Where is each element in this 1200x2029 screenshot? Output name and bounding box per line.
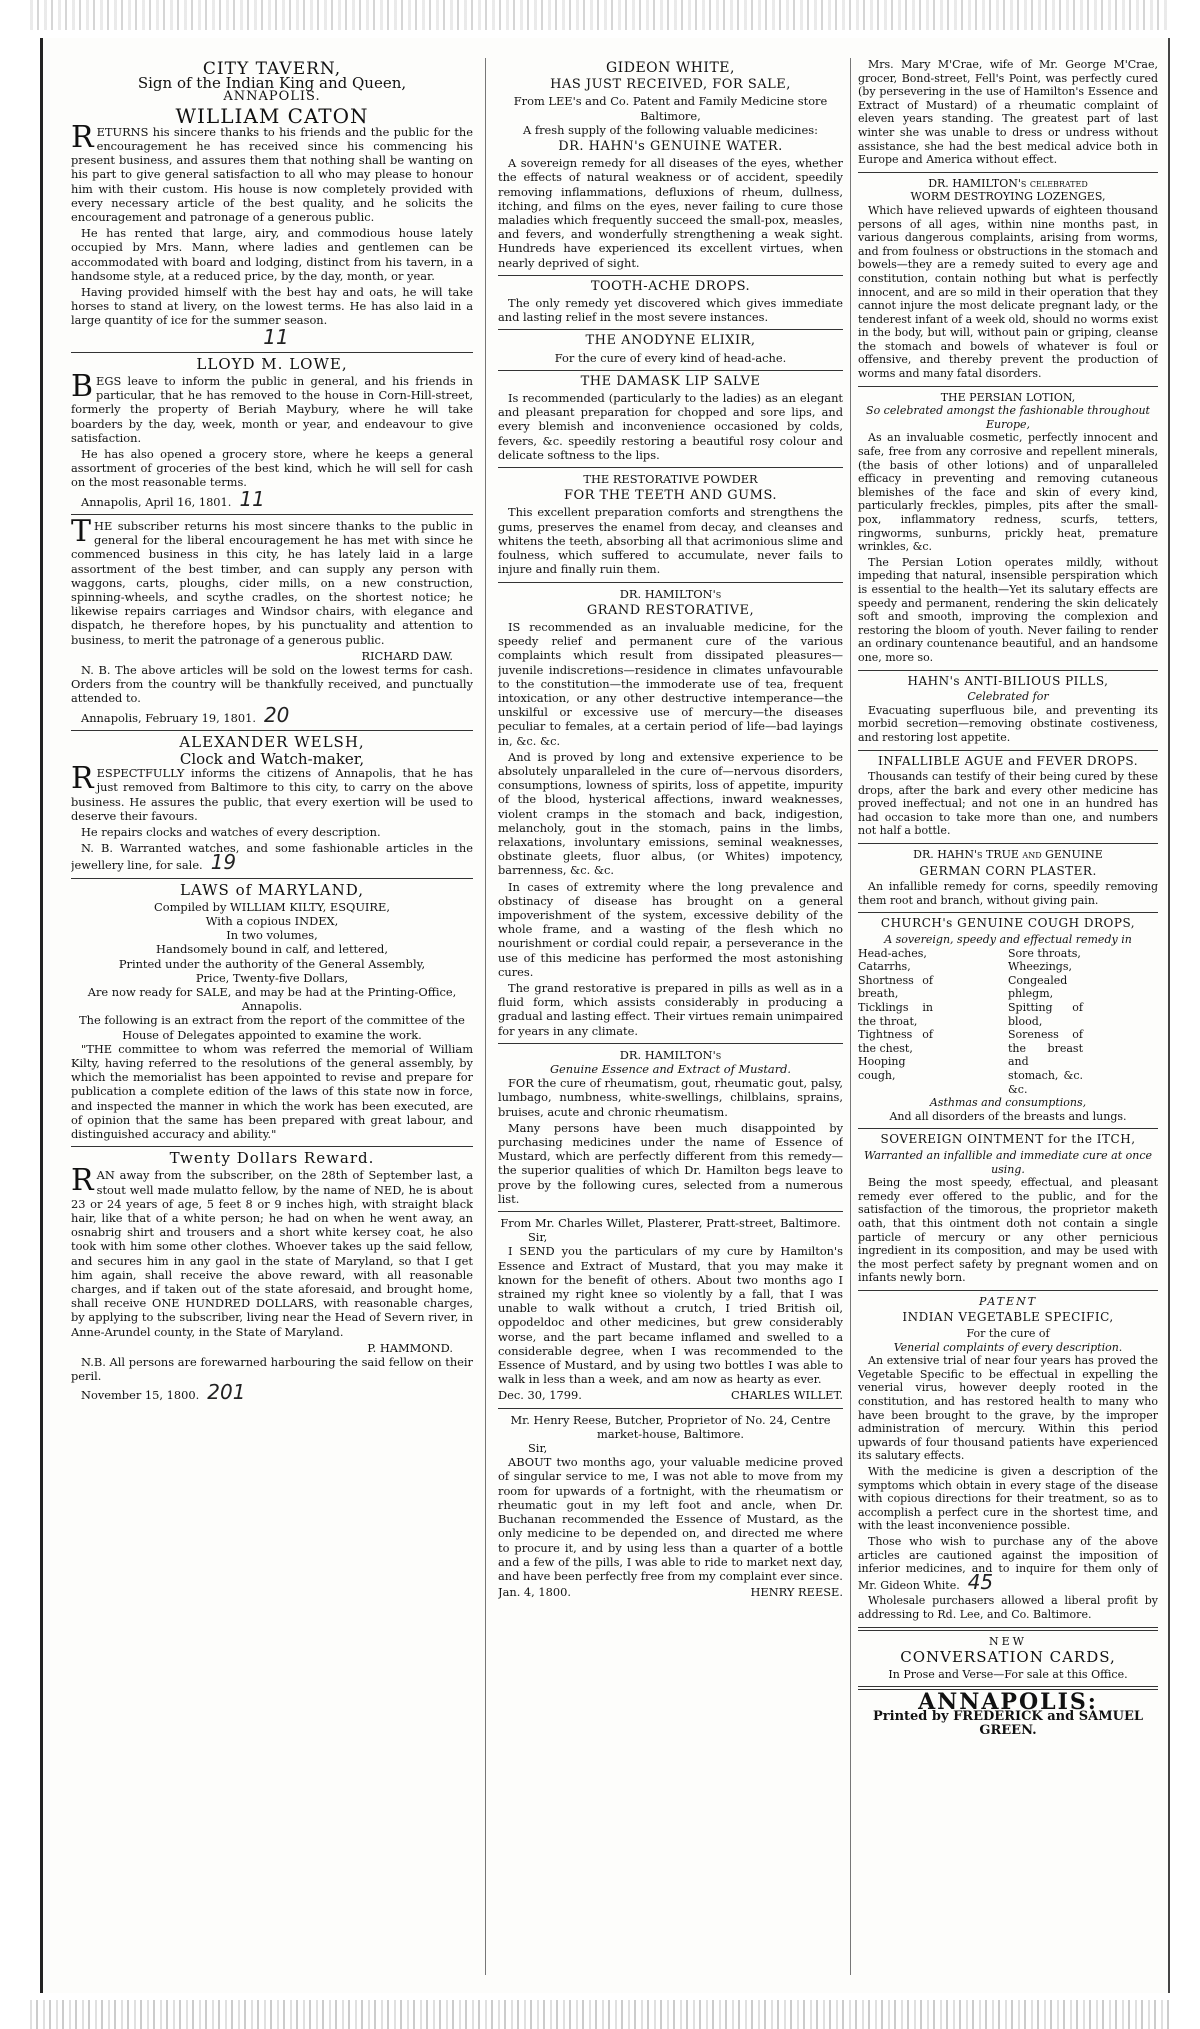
ad-line: Price, Twenty-five Dollars, [195, 970, 349, 985]
list-item: Sore throats, [1008, 946, 1081, 960]
cards-new: NEW [989, 1634, 1027, 1648]
ad-text: N. B. Warranted watches, and some fashionable articles in the jewellery line, for sale. [71, 841, 473, 873]
section-subtitle: Warranted an infallible and immediate cure at once using. [863, 1148, 1152, 1176]
ad-text: The Persian Lotion operates mildly, without impeding that natural, insensible perspiration which is essential to the health—Yet its salutary effects are speedy and permanent, rendering the skin delicately soft and smooth, improving the complexion and restoring the bloom of youth. Never failing to render an ordinary countenance beautiful, and an handsome one, more so. [858, 555, 1158, 664]
ad-line: From LEE's and Co. Patent and Family Medicine store Baltimore, [513, 94, 828, 123]
ad-text: Having provided himself with the best hay and oats, he will take horses to stand at livery, on the lowest terms. He has also laid in a large quantity of ice for the summer season. [71, 285, 473, 328]
ad-title: CITY TAVERN, [202, 59, 342, 79]
section-title: DR. HAMILTON's [619, 1047, 722, 1062]
laws-ad [71, 880, 473, 1142]
list-item: Tightness of the chest, [858, 1028, 933, 1055]
section-subtitle: A sovereign, speedy and effectual remedy in [884, 933, 1132, 947]
list-item: Ticklings in the throat, [858, 1001, 933, 1028]
ad-text: For the cure of every kind of head-ache. [554, 350, 787, 365]
ad-text: And is proved by long and extensive experience to be absolutely unparalleled in the cure of—nervous disorders, consumptions, lowness of spirits, loss of appetite, impurity of the blood, hysterical affections, inward weaknesses, violent cramps in the stomach and back, indigestion, melancholy, gout in the stomach, pains in the limbs, relaxations, involuntary emissions, seminal weaknesses, obstinate gleets, fluor albus, (or Whites) impotency, barrenness, &c. &c. [498, 749, 843, 878]
ad-text: A sovereign remedy for all diseases of the eyes, whether the effects of natural weakness or of accident, speedily removing inflammations, defluxions of rheum, dullness, itching, and films on the eyes, never failing to cure those maladies which frequently succeed the small-pox, measles, and fevers, and wonderfully strengthening a weak sight. Hundreds have experienced its excellent virtues, when nearly deprived of sight. [498, 156, 843, 270]
ad-line: Handsomely bound in calf, and lettered, [156, 942, 388, 957]
divider [498, 1043, 843, 1044]
letter-text: I SEND you the particulars of my cure by Hamilton's Essence and Extract of Mustard, that you may make it known for the benefit of others. About two months ago I strained my right knee so violently by a fall, that I was unable to walk without a crutch, I tried British oil, oppodeldoc and other medicines, but grew considerably worse, and the part became inflamed and swelled to a considerable degree, when I was recommended to the Essence of Mustard, and by using two bottles I was able to walk in less than a week, and am now as hearty as ever. [498, 1244, 843, 1387]
list-item: Head-aches, [858, 946, 927, 960]
section-subtitle: So celebrated amongst the fashionable throughout Europe, [866, 404, 1150, 431]
ad-text: FOR the cure of rheumatism, gout, rheumatic gout, palsy, lumbago, numbness, white-swellings, chilblains, sprains, bruises, acute and chronic rheumatism. [498, 1076, 843, 1119]
divider [71, 352, 473, 353]
ad-text: The grand restorative is prepared in pills as well as in a fluid form, which assists considerably in producing a gradual and lasting effect. Their virtues remain unimpaired for years in any climate. [498, 980, 843, 1038]
ad-place: ANNAPOLIS. [223, 89, 321, 105]
section-title: THE PERSIAN LOTION, [940, 390, 1076, 404]
list-item: Wheezings, [1008, 960, 1072, 974]
ad-text: This excellent preparation comforts and strengthens the gums, preserves the enamel from decay, and cleanses and whitens the teeth, absorbing all that acrimonious slime and foulness, which suffered to accumulate, never fails to injure and finally ruin them. [498, 505, 843, 577]
ad-title: Twenty Dollars Reward. [169, 1149, 375, 1168]
ad-title: LAWS of MARYLAND, [179, 880, 365, 899]
ad-text: Thousands can testify of their being cured by these drops, after the bark and every other medicine has proved ineffectual; and not one in an hundred has had occasion to take more than one, and numbers not half a bottle. [858, 770, 1158, 838]
section-title: THE ANODYNE ELIXIR, [585, 333, 756, 349]
divider [858, 912, 1158, 913]
ad-line: Printed under the authority of the General Assembly, [118, 956, 426, 971]
ad-signature: P. HAMMOND. [367, 1340, 453, 1355]
ad-text: N.B. All persons are forewarned harbouring the said fellow on their peril. [71, 1355, 473, 1384]
letter-text: ABOUT two months ago, your valuable medicine proved of singular service to me, I was not able to move from my room for upwards of a fortnight, with the rheumatism or rheumatic gout in my left foot and ancle, when Dr. Buchanan recommended the Essence of Mustard, as the only medicine to be depended on, and directed me where to procure it, and by using less than a quarter of a bottle and a few of the pills, I was able to ride to market next day, and have been perfectly free from my complaint ever since. [498, 1455, 843, 1583]
divider [498, 329, 843, 330]
ad-text: The only remedy yet discovered which gives immediate and lasting relief in the most severe instances. [498, 296, 843, 325]
ad-date: November 15, 1800. [81, 1388, 200, 1403]
divider [858, 843, 1158, 844]
divider [858, 1128, 1158, 1129]
daw-ad [71, 513, 473, 727]
divider [71, 1146, 473, 1147]
section-subtitle: WORM DESTROYING LOZENGES, [910, 190, 1106, 204]
ad-subtitle: Clock and Watch-maker, [179, 749, 365, 768]
column-3 [858, 58, 1158, 1975]
ad-advertiser: GIDEON WHITE, [606, 60, 735, 76]
letter-salutation: Sir, [528, 1441, 548, 1456]
divider [498, 582, 843, 583]
divider [498, 467, 843, 468]
section-line: Venerial complaints of every description. [893, 1340, 1123, 1354]
section-subtitle: GRAND RESTORATIVE, [586, 602, 755, 618]
column-2 [498, 58, 843, 1975]
letter-signature: HENRY REESE. [750, 1585, 843, 1600]
ad-text: As an invaluable cosmetic, perfectly innocent and safe, free from any corrosive and repellent minerals, (the basis of other lotions) and of unparalleled efficacy in preventing and removing cutaneous blemishes of the face and skin of every kind, particularly freckles, pimples, pits after the small-pox, inflammatory redness, scurfs, tetters, ringworms, sunburns, prickly heat, premature wrinkles, &c. [858, 431, 1158, 554]
column-rule [485, 58, 486, 1975]
ad-line: Compiled by WILLIAM KILTY, ESQUIRE, [154, 899, 390, 914]
newspaper-page [40, 38, 1170, 1993]
handwritten-mark: 19 [210, 850, 237, 875]
ad-text: Mrs. Mary M'Crae, wife of Mr. George M'Crae, grocer, Bond-street, Fell's Point, was perfectly cured (by persevering in the use of Hamilton's Essence and Extract of Mustard) of a rheumatic complaint of eleven years standing. The greatest part of last winter she was unable to dress or undress without assistance, she had the best medical advice both in Europe and America without effect. [858, 58, 1158, 167]
section-subtitle: FOR THE TEETH AND GUMS. [563, 488, 778, 504]
ad-line: A fresh supply of the following valuable medicines: [523, 122, 818, 137]
ad-text: With the medicine is given a description of the symptoms which obtain in every stage of the disease with copious directions for their treatment, so as to accomplish a perfect cure in the shortest time, and with the least inconvenience possible. [858, 1465, 1158, 1533]
cards-title: CONVERSATION CARDS, [900, 1648, 1116, 1667]
divider [71, 514, 473, 515]
section-line: For the cure of [966, 1327, 1050, 1341]
imprint-printer: GREEN. [979, 1722, 1037, 1738]
torn-bottom-edge [30, 2000, 1170, 2029]
section-title: DR. HAHN's GENUINE WATER. [558, 139, 783, 155]
divider [71, 730, 473, 731]
letter-date: Dec. 30, 1799. [498, 1388, 582, 1403]
ad-date: Annapolis, April 16, 1801. [81, 494, 232, 509]
cards-line: In Prose and Verse—For sale at this Office. [888, 1667, 1128, 1681]
ad-text: Which have relieved upwards of eighteen thousand persons of all ages, within nine months past, in various dangerous complaints, arising from worms, and from foulness or obstructions in the stomach and bowels—they are a remedy suited to every age and constitution, contain nothing but what is perfectly innocent, and are so mild in their operation that they cannot injure the most delicate pregnant lady, or the tenderest infant of a week old, should no worms exist in the body, but will, without pain or griping, cleanse the stomach and bowels of whatever is foul or offensive, and thereby prevent the production of worms and many fatal disorders. [858, 203, 1158, 381]
section-title: CHURCH's GENUINE COUGH DROPS, [880, 916, 1136, 931]
ad-text: An infallible remedy for corns, speedily removing them root and branch, without giving pain. [858, 880, 1158, 907]
cough-ailment-list [858, 947, 1158, 1097]
handwritten-mark: 201 [207, 1380, 246, 1405]
list-item: Spitting of blood, [1008, 1001, 1083, 1028]
ad-text: RAN away from the subscriber, on the 28th of September last, a stout well made mulatto fellow, by the name of NED, he is about 23 or 24 years of age, 5 feet 8 or 9 inches high, with straight black hair, like that of a white person; he had on when he went away, an osnabrig shirt and trousers and a short white kersey coat, he also took with him some other clothes. Whoever takes up the said fellow, and secures him in any gaol in the state of Maryland, so that I get him again, shall receive the above reward, with all reasonable charges, and if taken out of the state aforesaid, and brought home, shall receive ONE HUNDRED DOLLARS, with reasonable charges, by applying to the subscriber, living near the Head of Severn river, in Anne-Arundel county, in the State of Maryland. [71, 1163, 473, 1339]
column-1 [71, 58, 473, 1975]
letter-date: Jan. 4, 1800. [498, 1585, 572, 1600]
handwritten-mark: 11 [239, 486, 265, 511]
divider [858, 750, 1158, 751]
city-tavern-ad [71, 59, 473, 349]
ad-text: Evacuating superfluous bile, and preventing its morbid secretion—removing obstinate costiveness, and restoring lost appetite. [858, 703, 1158, 744]
letter-salutation: Sir, [528, 1230, 548, 1245]
ad-text: He repairs clocks and watches of every description. [81, 824, 381, 839]
list-item: Shortness of breath, [858, 973, 933, 1001]
section-subtitle: Genuine Essence and Extract of Mustard. [549, 1062, 792, 1076]
section-title: THE RESTORATIVE POWDER [583, 472, 758, 487]
section-title: SOVEREIGN OINTMENT for the ITCH, [880, 1132, 1136, 1147]
ad-advertiser: WILLIAM CATON [175, 103, 369, 128]
ad-date: Annapolis, February 19, 1801. [81, 710, 256, 725]
section-title: THE DAMASK LIP SALVE [580, 373, 761, 389]
ad-text: Many persons have been much disappointed by purchasing medicines under the name of Essence of Mustard, which are perfectly different from this remedy—the superior qualities of which Dr. Hamilton begs leave to prove by the following cures, selected from a numerous list. [498, 1120, 843, 1206]
ad-line: In two volumes, [226, 928, 318, 943]
ad-advertiser: ALEXANDER WELSH, [179, 732, 365, 751]
ad-text: BEGS leave to inform the public in general, and his friends in particular, that he has removed to the house in Corn-Hill-street, formerly the property of Beriah Maybury, where he will take boarders by the day, week, month or year, and endeavour to give satisfaction. [71, 369, 473, 445]
reward-ad [71, 1149, 473, 1405]
divider [858, 1290, 1158, 1291]
section-subtitle: INDIAN VEGETABLE SPECIFIC, [902, 1310, 1114, 1325]
ad-text: He has rented that large, airy, and commodious house lately occupied by Mrs. Mann, where ladies and gentlemen can be accommodated with board and lodging, distinct from his tavern, in a handsome style, at a reduced price, by the day, month, or year. [71, 226, 473, 283]
divider [498, 1408, 843, 1409]
ad-text: Wholesale purchasers allowed a liberal profit by addressing to Rd. Lee, and Co. Baltimore. [858, 1594, 1158, 1621]
section-title: PATENT [978, 1294, 1038, 1308]
ad-quote: "THE committee to whom was referred the memorial of William Kilty, having referred to the resolutions of the general assembly, by which the memorialist has been appointed to revise and prepare for publication a complete edition of the laws of this state now in force, and inspected the manner in which the work has been executed, are of opinion that the same has been prepared with great labour, and distinguished accuracy and ability." [71, 1041, 473, 1142]
section-title: DR. HAMILTON's [619, 586, 722, 601]
ad-subtitle: HAS JUST RECEIVED, FOR SALE, [550, 77, 791, 93]
ad-subtitle: Sign of the Indian King and Queen, [137, 74, 407, 93]
section-subtitle: Celebrated for [967, 690, 1049, 704]
torn-top-edge [30, 0, 1170, 30]
ad-text: N. B. The above articles will be sold on the lowest terms for cash. Orders from the country will be thankfully received, and punctually attended to. [71, 662, 473, 706]
handwritten-mark: 20 [263, 702, 290, 727]
ad-line: With a copious INDEX, [205, 913, 339, 928]
ad-text: Being the most speedy, effectual, and pleasant remedy ever offered to the public, and for the satisfaction of the timorous, the proprietor maketh oath, that this ointment doth not contain a single particle of mercury or any other pernicious ingredient in its composition, and may be used with the most perfect safety by pregnant women and on infants newly born. [858, 1176, 1158, 1285]
ad-text: RESPECTFULLY informs the citizens of Annapolis, that he has just removed from Baltimore to this city, to carry on the above business. He assures the public, that every exertion will be used to deserve their favours. [71, 761, 473, 823]
divider [858, 670, 1158, 671]
list-item: Congealed phlegm, [1008, 973, 1068, 1001]
welsh-ad [71, 732, 473, 875]
list-item: Catarrhs, [858, 960, 911, 974]
ad-text: IS recommended as an invaluable medicine, for the speedy relief and permanent cure of the various complaints which result from dissipated pleasures—juvenile indiscretions—residence in climates unfavourable to the constitution—the immoderate use of tea, frequent intoxication, or any other destructive intemperance—the unskilful or excessive use of mercury—the diseases peculiar to females, at a certain period of life—bad layings in, &c. &c. [498, 619, 843, 748]
letter-heading: Mr. Henry Reese, Butcher, Proprietor of No. 24, Centre market-house, Baltimore. [510, 1412, 831, 1441]
list-item: Soreness of the breast and [1008, 1028, 1083, 1069]
ad-text: THE subscriber returns his most sincere thanks to the public in general for the liberal encouragement he has met with since he commenced business in this city, he has lately laid in a large assortment of the best timber, and can supply any person with waggons, carts, ploughs, cider mills, on a new construction, spinning-wheels, and scythe cradles, on the shortest notice; he likewise repairs carriages and Windsor chairs, with elegance and dispatch, he therefore hopes, by his punctuality and attention to business, to merit the patronage of a generous public. [71, 513, 473, 647]
white-header [498, 61, 843, 137]
ad-text: RETURNS his sincere thanks to his friends and the public for the encouragement he has received since his commencing his present business, and assures them that nothing shall be wanting on his part to give general satisfaction to all who may please to honour him with their custom. His house is now completely provided with every necessary article of the best quality, and he solicits the encouragement and patronage of a generous public. [71, 119, 473, 225]
ad-text: He has also opened a grocery store, where he keeps a general assortment of groceries of the best kind, which he will sell for cash on the most reasonable terms. [71, 447, 473, 490]
section-title: DR. HAHN's TRUE and GENUINE [913, 848, 1103, 862]
handwritten-mark: 11 [263, 324, 289, 349]
ad-signature: RICHARD DAW. [361, 648, 453, 663]
imprint-printer: Printed by FREDERICK and SAMUEL [873, 1708, 1143, 1724]
list-item: Hooping cough, [858, 1055, 906, 1082]
divider [858, 172, 1158, 173]
divider [498, 275, 843, 276]
divider [498, 1211, 843, 1212]
divider [858, 386, 1158, 387]
ad-text: An extensive trial of near four years has proved the Vegetable Specific to be effectual in expelling the venerial virus, however deeply rooted in the constitution, and has restored health to many who have been brought to the grave, by the improper administration of mercury. Within this period upwards of four thousand patients have experienced its salutary effects. [858, 1354, 1158, 1463]
list-item: stomach, &c. &c. [1008, 1068, 1083, 1096]
ad-text: Is recommended (particularly to the ladies) as an elegant and pleasant preparation for chopped and sore lips, and every blemish and inconvenience occasioned by colds, fevers, &c. speedily restoring a beautiful rosy colour and delicate softness to the lips. [498, 391, 843, 462]
ad-line: The following is an extract from the report of the committee of the House of Delegates appointed to examine the work. [79, 1013, 465, 1042]
section-title: TOOTH-ACHE DROPS. [590, 278, 751, 294]
section-title: HAHN's ANTI-BILIOUS PILLS, [907, 673, 1109, 688]
ad-text: In cases of extremity where the long prevalence and obstinacy of disease has brought on a general impoverishment of the system, excessive debility of the whole frame, and a wasting of the flesh which no nourishment or cordial could repair, a perseverance in the use of this medicine has performed the most astonishing cures. [498, 879, 843, 979]
ad-text: Those who wish to purchase any of the above articles are cautioned against the imposition of inferior medicines, and to inquire for them only of Mr. Gideon White. [858, 1534, 1158, 1592]
section-title: DR. HAMILTON's celebrated [928, 176, 1088, 190]
ad-advertiser: LLOYD M. LOWE, [196, 354, 348, 373]
imprint-place: ANNAPOLIS: [918, 1689, 1098, 1716]
letter-heading: From Mr. Charles Willet, Plasterer, Pratt-street, Baltimore. [500, 1216, 841, 1231]
divider [71, 878, 473, 879]
ad-line: Are now ready for SALE, and may be had at the Printing-Office, Annapolis. [87, 984, 457, 1014]
section-line: Asthmas and consumptions, [929, 1096, 1087, 1110]
column-rule [850, 58, 851, 1975]
section-title: INFALLIBLE AGUE and FEVER DROPS. [877, 753, 1139, 768]
lowe-ad [71, 354, 473, 511]
divider [498, 370, 843, 371]
handwritten-mark: 45 [967, 1569, 994, 1594]
section-subtitle: GERMAN CORN PLASTER. [919, 863, 1097, 878]
double-divider [858, 1627, 1158, 1631]
letter-signature: CHARLES WILLET. [731, 1388, 843, 1403]
section-line: And all disorders of the breasts and lungs. [889, 1109, 1127, 1123]
